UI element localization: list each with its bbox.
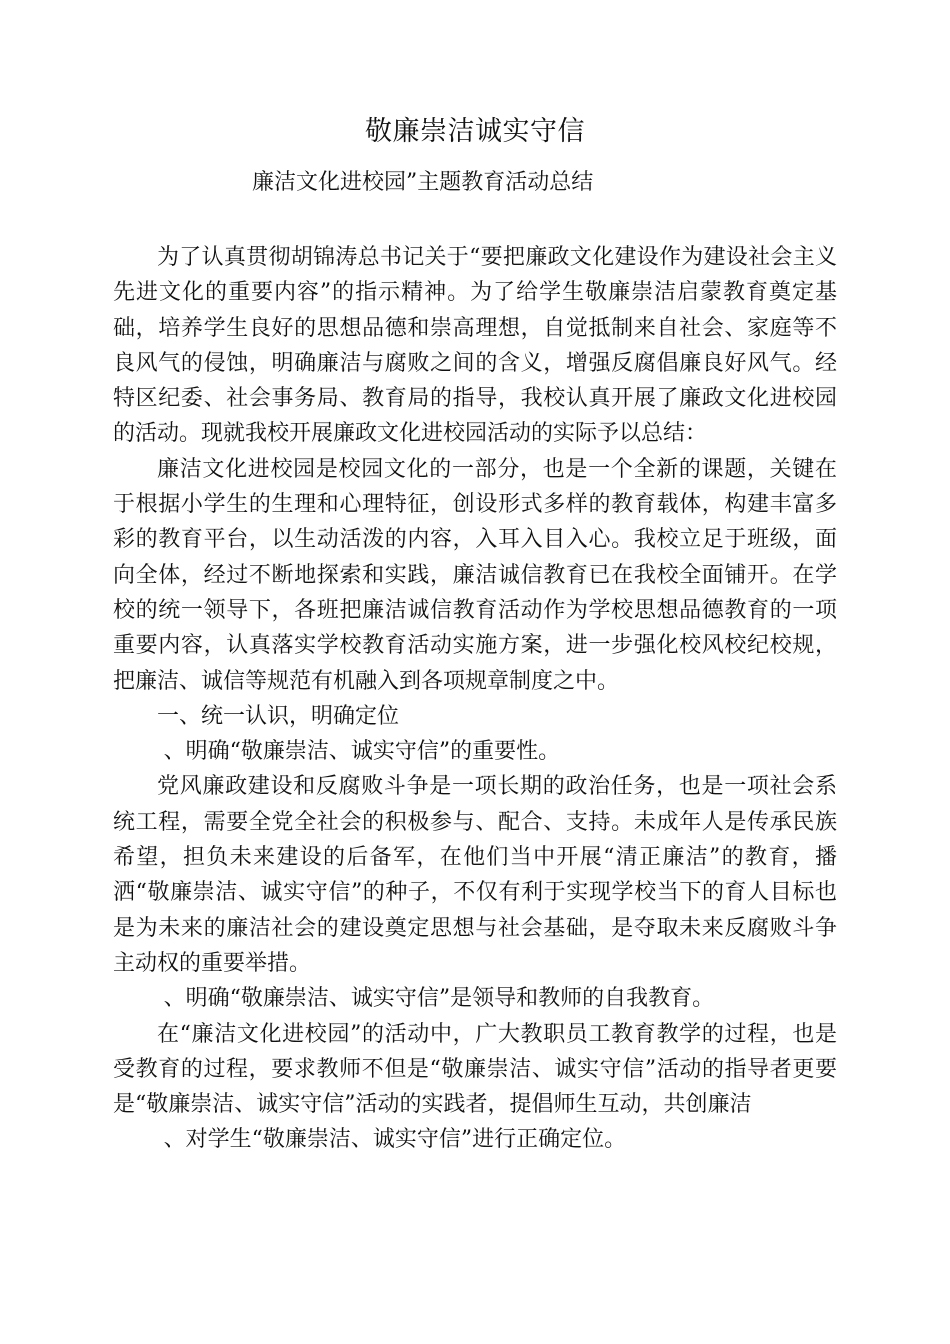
paragraph-importance: 党风廉政建设和反腐败斗争是一项长期的政治任务，也是一项社会系统工程，需要全党全社会的积极参与、配合、支持。未成年人是传承民族希望，担负未来建设的后备军，在他们当中开展“清正廉洁”的教育，播洒“敬廉崇洁、诚实守信”的种子，不仅有利于实现学校当下的育人目标也是为未来的廉洁社会的建设奠定思想与社会基础，是夺取未来反腐败斗争主动权的重要举措。	[113, 774, 837, 976]
subsection-heading-positioning: 、对学生“敬廉崇洁、诚实守信”进行正确定位。	[163, 1127, 627, 1153]
section-heading-1: 一、统一认识，明确定位	[157, 703, 400, 729]
paragraph-overview: 廉洁文化进校园是校园文化的一部分，也是一个全新的课题，关键在于根据小学生的生理和心理特征，创设形式多样的教育载体，构建丰富多彩的教育平台，以生动活泼的内容，入耳入目入心。我校立足于班级，面向全体，经过不断地探索和实践，廉洁诚信教育已在我校全面铺开。在学校的统一领导下，各班把廉洁诚信教育活动作为学校思想品德教育的一项重要内容，认真落实学校教育活动实施方案，进一步强化校风校纪校规，把廉洁、诚信等规范有机融入到各项规章制度之中。	[113, 456, 837, 694]
document-title: 敬廉崇洁诚实守信	[365, 116, 585, 147]
paragraph-intro: 为了认真贯彻胡锦涛总书记关于“要把廉政文化建设作为建设社会主义先进文化的重要内容”的指示精神。为了给学生敬廉崇洁启蒙教育奠定基础，培养学生良好的思想品德和崇高理想，自觉抵制来自社会、家庭等不良风气的侵蚀，明确廉洁与腐败之间的含义，增强反腐倡廉良好风气。经特区纪委、社会事务局、教育局的指导，我校认真开展了廉政文化进校园的活动。现就我校开展廉政文化进校园活动的实际予以总结：	[113, 245, 837, 447]
document-body	[113, 240, 837, 1158]
subsection-heading-importance: 、明确“敬廉崇洁、诚实守信”的重要性。	[163, 739, 561, 765]
subsection-heading-self-education: 、明确“敬廉崇洁、诚实守信”是领导和教师的自我教育。	[163, 986, 715, 1012]
paragraph-self-education: 在“廉洁文化进校园”的活动中，广大教职员工教育教学的过程，也是受教育的过程，要求教师不但是“敬廉崇洁、诚实守信”活动的指导者更要是“敬廉崇洁、诚实守信”活动的实践者，提倡师生互动，共创廉洁	[113, 1021, 837, 1118]
document-subtitle: 廉洁文化进校园”主题教育活动总结	[252, 170, 594, 195]
